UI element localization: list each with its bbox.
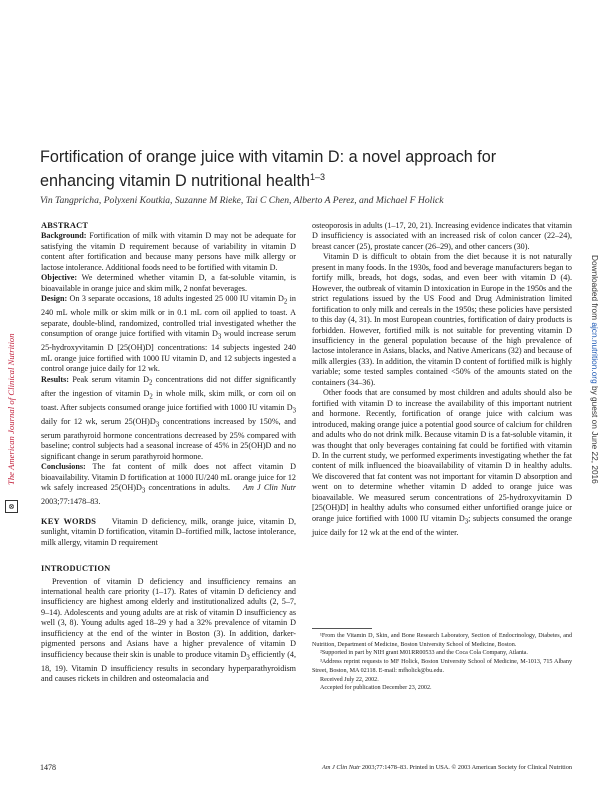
author-list: Vin Tangpricha, Polyxeni Koutkia, Suzanne M Rieke, Tai C Chen, Alberto A Perez, and Michael F Holick	[40, 195, 444, 206]
abstract-results: Results: Peak serum vitamin $D_2$ concentrations did not differ significantly after the ingestion of vitamin $D_2$ in whole milk, skim milk, or corn oil on toast. After subjects consumed orange juice fortified with 1000 IU vitamin $D_3$ daily for 12 wk, serum $25(OH)D_3$ concentrations increased by 150%, and serum parathyroid hormone concentrations decreased by 25% compared with baseline; control subjects had a seasonal increase of 45% in 25(OH)D and no significant change in serum parathyroid hormone.	[41, 374, 297, 461]
article-title	[40, 147, 560, 191]
title-footnote-refs: 1–3	[309, 172, 325, 182]
body-paragraph-3: Other foods that are consumed by most children and adults should also be fortified with vitamin D to increase the availability of this important nutrient and hormone. Recently, fortification of orange juice with calcium was introduced, making orange juice a potential good source of calcium for children and adults who do not drink milk. Because vitamin D is a fat-soluble vitamin, it was thought that only beverages containing fat could be fortified with vitamin D. In the current study, we performed experiments investigating whether the fat content of milk influenced the bioavailability of vitamin D in healthy adults. We discovered that fat content was not important for vitamin D absorption and went on to determine whether vitamin D added to orange juice was bioavailable. We measured serum concentrations of 25-hydroxyvitamin D [25(OH)D] in healthy adults who consumed either unfortified orange juice or orange juice fortified with 1000 IU vitamin $D_3$; subjects consumed the orange juice daily for 12 wk at the end of the winter.	[312, 388, 572, 537]
introduction-heading: INTRODUCTION	[41, 564, 111, 574]
title-line-1: Fortification of orange juice with vitamin D: a novel approach for	[40, 148, 497, 166]
key-words: KEY WORDS Vitamin D deficiency, milk, orange juice, vitamin D, sunlight, vitamin D fortification, vitamin D–fortified milk, lactose intolerance, milk allergy, vitamin D requirement	[41, 516, 296, 547]
introduction-paragraph: Prevention of vitamin D deficiency and insufficiency remains an international health care priority (1–17). Rates of vitamin D deficiency and insufficiency are highest among elderly and institutionalized adults (2, 5–7, 9–14). Adolescents and young adults are at risk of vitamin D insufficiency as well (3, 8). Young adults aged 18–29 y had a 32% prevalence of vitamin D insufficiency at the end of the winter in Boston (3). In addition, darker-pigmented persons and Asians have a higher prevalence of vitamin D insufficiency because their skin is unable to produce vitamin $D_3$ efficiently (4, 18, 19). Vitamin D insufficiency results in secondary hyperparathyroidism and causes rickets in children and osteomalacia and	[41, 576, 296, 684]
abstract-conclusions: Conclusions: The fat content of milk does not affect vitamin D bioavailability. Vitamin D fortification at 1000 IU/240 mL orange juice for 12 wk safely increased $25(OH)D_3$ concentrations in adults. Am J Clin Nutr 2003;77:1478–83.	[41, 462, 297, 507]
received-date: Received July 22, 2002.	[320, 676, 379, 683]
journal-name: The American Journal of Clinical Nutrition	[6, 333, 16, 485]
body-paragraph-2: Vitamin D is difficult to obtain from the diet because it is not naturally present in many foods. In the 1930s, food and beverage manufacturers began to fortify milk, breads, hot dogs, sodas, and even beer with vitamin D (4). However, the outbreak of vitamin D intoxication in Europe in the 1950s and the strict regulations issued by the US Food and Drug Administration limited fortification to only milk and cereals in the 1950s; these policies have persisted to this day (4, 31). In most European countries, fortification of dairy products is forbidden. However, fortified milk is not suitable for preventing vitamin D insufficiency in the general population because of the high prevalence of lactose intolerance in Asians, blacks, and Native Americans (32) and because of milk allergies (33). In addition, the vitamin D content of fortified milk is highly variable; some tested samples contained <50% of the amounts stated on the containers (34–36).	[312, 252, 572, 387]
footnote-divider	[312, 628, 372, 629]
footnote-2: ²Supported in part by NIH grant M01RR00533 and the Coca Cola Company, Atlanta.	[320, 650, 528, 657]
abstract-background: Background: Fortification of milk with vitamin D may not be adequate for satisfying the vitamin D requirement because of variability in vitamin D content after fortification and because many persons have milk allergy or lactose intolerance. Additional foods need to be fortified with vitamin D.	[41, 231, 296, 272]
download-suffix: by guest on June 22, 2016	[590, 383, 600, 484]
accepted-date: Accepted for publication December 23, 2002.	[320, 685, 432, 692]
download-prefix: Downloaded from	[590, 255, 600, 323]
right-column	[312, 221, 572, 538]
footnote-1: ¹From the Vitamin D, Skin, and Bone Research Laboratory, Section of Endocrinology, Diabetes, and Nutrition, Department of Medicine, Boston University School of Medicine, Boston.	[312, 633, 572, 648]
download-side-banner	[588, 255, 602, 505]
abstract-design: Design: On 3 separate occasions, 18 adults ingested 25 000 IU vitamin $D_2$ in 240 mL whole milk or skim milk or in 0.1 mL corn oil applied to toast. A separate, double-blind, randomized, controlled trial investigated whether the consumption of orange juice fortified with vitamin $D_3$ would increase serum 25-hydroxyvitamin D [25(OH)D] concentrations: 14 subjects ingested 240 mL orange juice fortified with 1000 IU vitamin D, and 12 subjects ingested a control orange juice daily for 12 wk.	[41, 294, 296, 374]
footnotes	[312, 632, 572, 693]
title-line-2: enhancing vitamin D nutritional health	[40, 172, 310, 190]
abstract-citation: Am J Clin Nutr	[242, 483, 297, 493]
footnote-3: ³Address reprint requests to MF Holick, Boston University School of Medicine, M-1013, 715 Albany Street, Boston, MA 02118. E-mail: mfholick@bu.edu.	[312, 659, 572, 674]
body-paragraph-continued: osteoporosis in adults (1–17, 20, 21). Increasing evidence indicates that vitamin D insufficiency is associated with an increased risk of colon cancer (22–24), breast cancer (25), prostate cancer (26–29), and other cancers (30).	[312, 221, 572, 251]
journal-site-link[interactable]: ajcn.nutrition.org	[590, 322, 600, 384]
abstract-heading: ABSTRACT	[41, 221, 89, 230]
left-column	[41, 221, 296, 685]
footer-citation: Am J Clin Nutr 2003;77:1478–83. Printed in USA. © 2003 American Society for Clinical Nutrition	[322, 764, 572, 771]
abstract-objective: Objective: We determined whether vitamin D, a fat-soluble vitamin, is bioavailable in orange juice and skim milk, 2 nonfat beverages.	[41, 273, 296, 293]
page-number: 1478	[40, 763, 56, 772]
ajcn-logo-icon: ⊗	[5, 500, 18, 513]
journal-side-banner	[6, 245, 20, 495]
